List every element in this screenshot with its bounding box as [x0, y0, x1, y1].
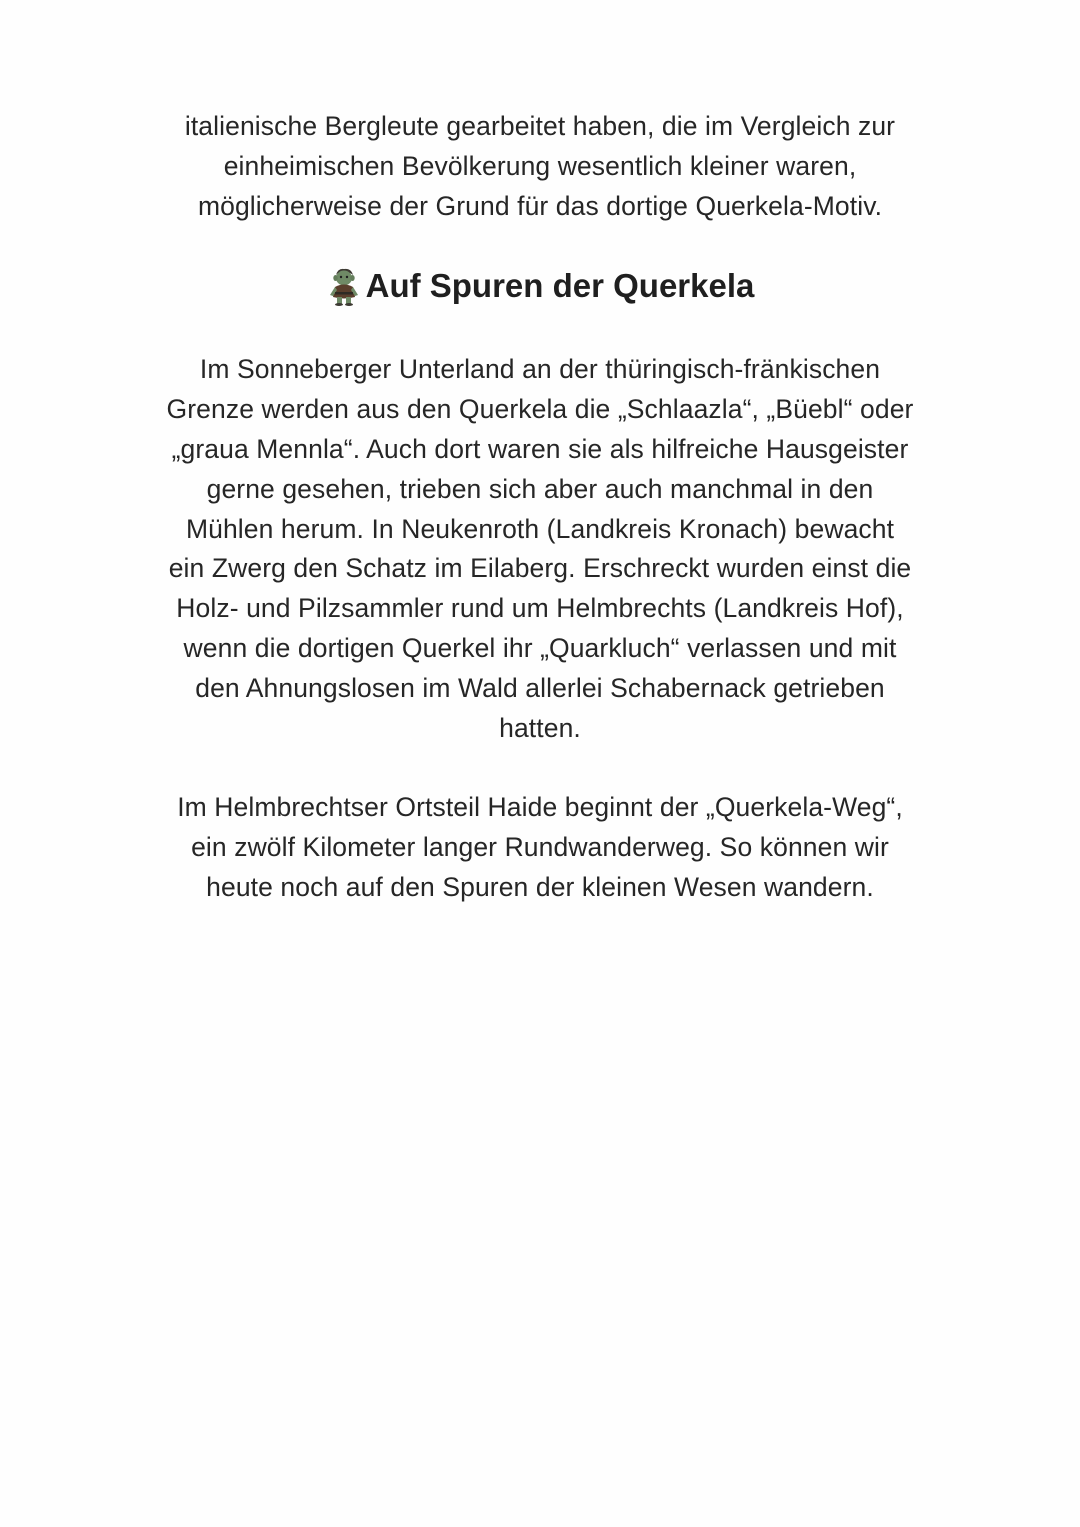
- section-heading: [165, 264, 915, 308]
- section-title: Auf Spuren der Querkela: [365, 267, 755, 305]
- article-body: [165, 107, 915, 908]
- intro-paragraph: italienische Bergleute gearbeitet haben, die im Vergleich zur einheimischen Bevölkerung wesentlich kleiner waren, möglicherweise der Grund für das dortige Querkela-Motiv.: [184, 111, 896, 221]
- paragraph-2: Im Helmbrechtser Ortsteil Haide beginnt der „Querkela-Weg“, ein zwölf Kilometer langer Rundwanderweg. So können wir heute noch auf den Spuren der kleinen Wesen wandern.: [177, 792, 903, 902]
- paragraph-1: Im Sonneberger Unterland an der thüringisch-fränkischen Grenze werden aus den Querkela die „Schlaazla“, „Büebl“ oder „graua Mennla“. Auch dort waren sie als hilfreiche Hausgeister gerne gesehen, trieben sich aber auch manchmal in den Mühlen herum. In Neukenroth (Landkreis Kronach) bewacht ein Zwerg den Schatz im Eilaberg. Erschreckt wurden einst die Holz- und Pilzsammler rund um Helmbrechts (Landkreis Hof), wenn die dortigen Querkel ihr „Quarkluch“ verlassen und mit den Ahnungslosen im Wald allerlei Schabernack getrieben hatten.: [166, 354, 914, 743]
- troll-icon: [326, 266, 362, 306]
